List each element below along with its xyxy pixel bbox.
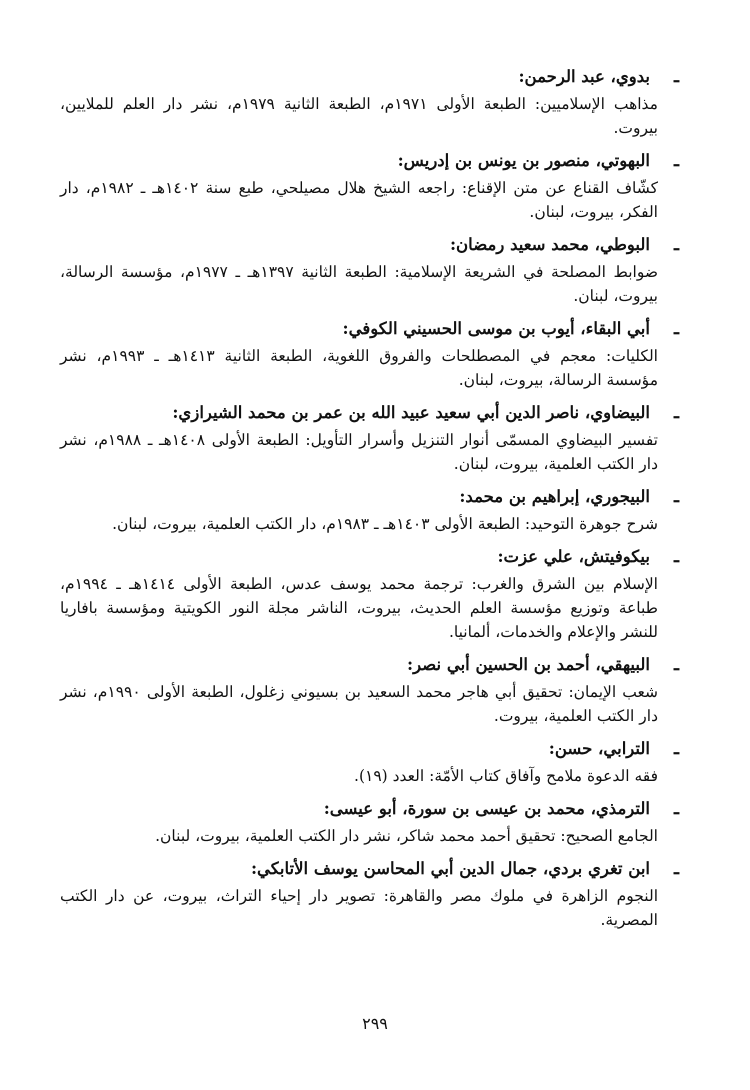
entry-dash: ـ [674, 487, 679, 507]
entry-text: الإسلام بين الشرق والغرب: ترجمة محمد يوسف عدس، الطبعة الأولى ١٤١٤هـ ـ ١٩٩٤م، طباعة وتوزيع مؤسسة العلم الحديث، بيروت، الناشر مجلة النور الكويتية ومؤسسة بافاريا للنشر والإعلام والخدمات، ألمانيا. [60, 575, 658, 641]
entry-text: كشّاف القناع عن متن الإقناع: راجعه الشيخ هلال مصيلحي، طبع سنة ١٤٠٢هـ ـ ١٩٨٢م، دار الفكر، بيروت، لبنان. [60, 179, 658, 221]
bibliography-entry [60, 650, 679, 728]
entry-dash: ـ [674, 655, 679, 675]
entry-author: الترابي، حسن: [548, 739, 650, 758]
entry-text: شعب الإيمان: تحقيق أبي هاجر محمد السعيد بن بسيوني زغلول، الطبعة الأولى ١٩٩٠م، نشر دار الكتب العلمية، بيروت. [60, 683, 658, 725]
entry-dash: ـ [674, 799, 679, 819]
entry-dash: ـ [674, 67, 679, 87]
entry-author: بيكوفيتش، علي عزت: [497, 547, 650, 566]
entry-dash: ـ [674, 403, 679, 423]
entry-author: بدوي، عبد الرحمن: [518, 67, 650, 86]
entry-dash: ـ [674, 235, 679, 255]
entry-dash: ـ [674, 859, 679, 879]
bibliography-entry [60, 734, 679, 788]
entry-author: الترمذي، محمد بن عيسى بن سورة، أبو عيسى: [323, 799, 650, 818]
entry-dash: ـ [674, 319, 679, 339]
bibliography-entry [60, 398, 679, 476]
entry-author: البيضاوي، ناصر الدين أبي سعيد عبيد الله بن عمر بن محمد الشيرازي: [172, 403, 650, 422]
entry-dash: ـ [674, 547, 679, 567]
page-number: ٢٩٩ [362, 1014, 388, 1033]
entry-author: البيهقي، أحمد بن الحسين أبي نصر: [406, 655, 650, 674]
bibliography-page [60, 62, 679, 938]
bibliography-entry [60, 230, 679, 308]
entry-author: البهوتي، منصور بن يونس بن إدريس: [397, 151, 650, 170]
entry-text: الجامع الصحيح: تحقيق أحمد محمد شاكر، نشر دار الكتب العلمية، بيروت، لبنان. [155, 827, 658, 845]
entry-author: ابن تغري بردي، جمال الدين أبي المحاسن يوسف الأتابكي: [250, 859, 650, 878]
entry-text: الكليات: معجم في المصطلحات والفروق اللغوية، الطبعة الثانية ١٤١٣هـ ـ ١٩٩٣م، نشر مؤسسة الرسالة، بيروت، لبنان. [60, 347, 658, 389]
entry-dash: ـ [674, 151, 679, 171]
entry-text: فقه الدعوة ملامح وآفاق كتاب الأمّة: العدد (١٩). [354, 767, 658, 785]
entry-text: شرح جوهرة التوحيد: الطبعة الأولى ١٤٠٣هـ ـ ١٩٨٣م، دار الكتب العلمية، بيروت، لبنان. [112, 515, 658, 533]
entry-author: البيجوري، إبراهيم بن محمد: [459, 487, 650, 506]
bibliography-entry [60, 482, 679, 536]
bibliography-entry [60, 542, 679, 644]
bibliography-entry [60, 146, 679, 224]
bibliography-entry [60, 794, 679, 848]
entry-author: البوطي، محمد سعيد رمضان: [449, 235, 650, 254]
bibliography-entry [60, 854, 679, 932]
entry-text: مذاهب الإسلاميين: الطبعة الأولى ١٩٧١م، الطبعة الثانية ١٩٧٩م، نشر دار العلم للملايين، بيروت. [60, 95, 658, 137]
entry-text: ضوابط المصلحة في الشريعة الإسلامية: الطبعة الثانية ١٣٩٧هـ ـ ١٩٧٧م، مؤسسة الرسالة، بيروت، لبنان. [60, 263, 658, 305]
entry-author: أبي البقاء، أيوب بن موسى الحسيني الكوفي: [342, 319, 650, 338]
bibliography-entry [60, 314, 679, 392]
bibliography-entry [60, 62, 679, 140]
entry-text: النجوم الزاهرة في ملوك مصر والقاهرة: تصوير دار إحياء التراث، بيروت، عن دار الكتب المصرية. [60, 887, 658, 929]
entry-dash: ـ [674, 739, 679, 759]
entry-text: تفسير البيضاوي المسمّى أنوار التنزيل وأسرار التأويل: الطبعة الأولى ١٤٠٨هـ ـ ١٩٨٨م، نشر دار الكتب العلمية، بيروت، لبنان. [60, 431, 658, 473]
